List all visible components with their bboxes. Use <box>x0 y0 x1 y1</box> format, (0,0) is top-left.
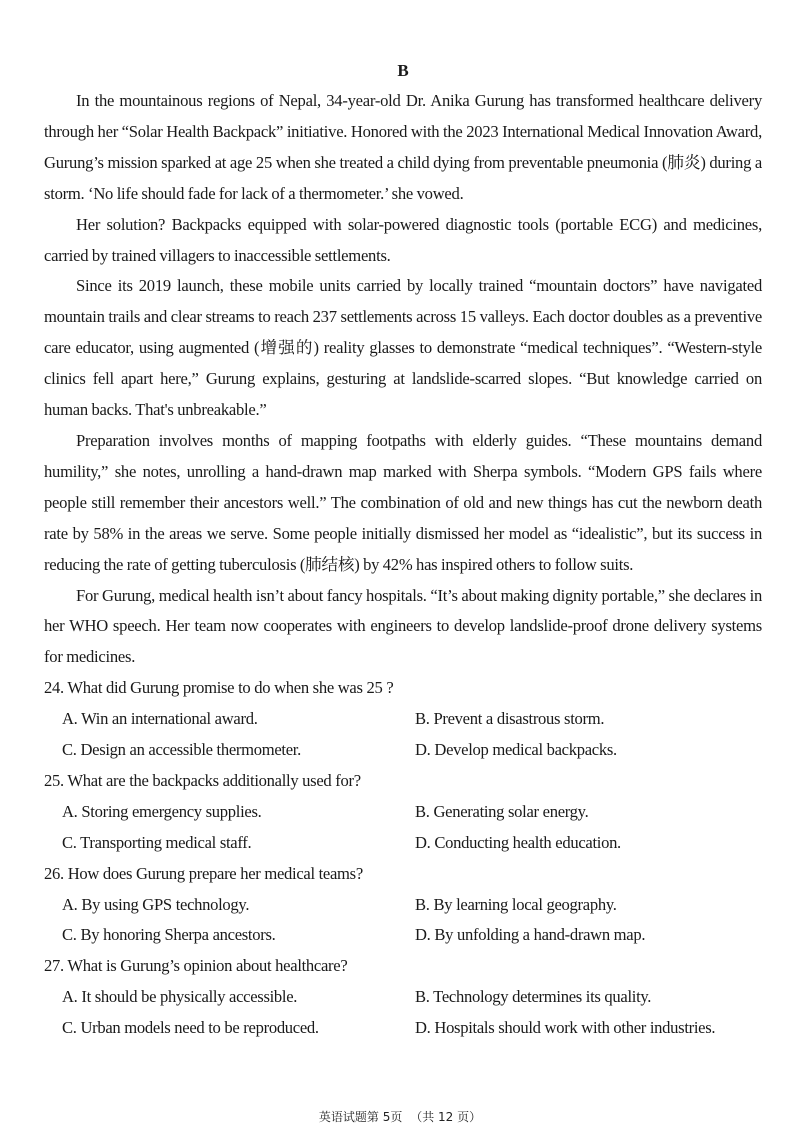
question-number: 26. <box>44 863 64 883</box>
option-d: D. Conducting health education. <box>415 832 621 852</box>
exam-page <box>44 55 762 1044</box>
passage-paragraph-3: Since its 2019 launch, these mobile units carried by locally trained “mountain doctors” have navigated mountain trails and clear streams to reach 237 settlements across 15 valleys. Each doctor doubles as a preventive care educator, using augmented (增强的) reality glasses to demonstrate “medical techniques”. “Western-style clinics fell apart here,” Gurung explains, gesturing at landslide-scarred slopes. “But knowledge carried on human backs. That's unbreakable.” <box>44 276 762 420</box>
question-stem <box>44 766 762 797</box>
passage-paragraph-5: For Gurung, medical health isn’t about fancy hospitals. “It’s about making dignity portable,” she declares in her WHO speech. Her team now cooperates with engineers to develop landslide-proof drone delivery systems for medicines. <box>44 585 762 667</box>
total-pages-label: （共 12 页） <box>410 1110 482 1124</box>
question-text: What did Gurung promise to do when she was 25 ? <box>67 678 394 698</box>
option-c: C. By honoring Sherpa ancestors. <box>62 925 276 945</box>
page-number-label: 英语试题第 5页 <box>318 1110 403 1124</box>
option-b: B. Prevent a disastrous storm. <box>415 709 605 729</box>
option-c: C. Urban models need to be reproduced. <box>62 1018 319 1038</box>
question-25 <box>44 766 762 859</box>
question-27 <box>44 951 762 1044</box>
question-26 <box>44 859 762 952</box>
passage-paragraph-4: Preparation involves months of mapping footpaths with elderly guides. “These mountains demand humility,” she notes, unrolling a hand-drawn map marked with Sherpa symbols. “Modern GPS fails where people still remember their ancestors well.” The combination of old and new things has cut the newborn death rate by 58% in the areas we serve. Some people initially dismissed her model as “idealistic”, but its success in reducing the rate of getting tuberculosis (肺结核) by 42% has inspired others to follow suits. <box>44 430 762 574</box>
option-d: D. Hospitals should work with other industries. <box>415 1018 716 1038</box>
option-a: A. Storing emergency supplies. <box>62 801 262 821</box>
option-b: B. Generating solar energy. <box>415 801 589 821</box>
question-24 <box>44 673 762 766</box>
option-b: B. By learning local geography. <box>415 894 617 914</box>
option-d: D. By unfolding a hand-drawn map. <box>415 925 646 945</box>
option-list <box>44 890 762 952</box>
option-b: B. Technology determines its quality. <box>415 987 652 1007</box>
option-d: D. Develop medical backpacks. <box>415 740 617 760</box>
question-text: How does Gurung prepare her medical teams? <box>67 863 363 883</box>
question-number: 27. <box>44 956 64 976</box>
section-heading: B <box>397 61 409 80</box>
reading-passage <box>44 86 762 673</box>
option-c: C. Design an accessible thermometer. <box>62 740 301 760</box>
option-a: A. It should be physically accessible. <box>62 987 298 1007</box>
question-number: 25. <box>44 770 64 790</box>
option-c: C. Transporting medical staff. <box>62 832 252 852</box>
question-stem <box>44 673 762 704</box>
option-a: A. By using GPS technology. <box>62 894 250 914</box>
question-stem <box>44 951 762 982</box>
question-text: What are the backpacks additionally used for? <box>67 770 361 790</box>
question-stem <box>44 859 762 890</box>
question-text: What is Gurung’s opinion about healthcare? <box>67 956 348 976</box>
option-list <box>44 797 762 859</box>
option-list <box>44 982 762 1044</box>
passage-paragraph-1: In the mountainous regions of Nepal, 34-year-old Dr. Anika Gurung has transformed healthcare delivery through her “Solar Health Backpack” initiative. Honored with the 2023 International Medical Innovation Award, Gurung’s mission sparked at age 25 when she treated a child dying from preventable pneumonia (肺炎) during a storm. ‘No life should fade for lack of a thermometer.’ she vowed. <box>44 91 762 203</box>
question-number: 24. <box>44 678 64 698</box>
page-footer <box>0 1108 800 1125</box>
passage-paragraph-2: Her solution? Backpacks equipped with solar-powered diagnostic tools (portable ECG) and medicines, carried by trained villagers to inaccessible settlements. <box>44 214 762 265</box>
option-list <box>44 704 762 766</box>
option-a: A. Win an international award. <box>62 709 258 729</box>
